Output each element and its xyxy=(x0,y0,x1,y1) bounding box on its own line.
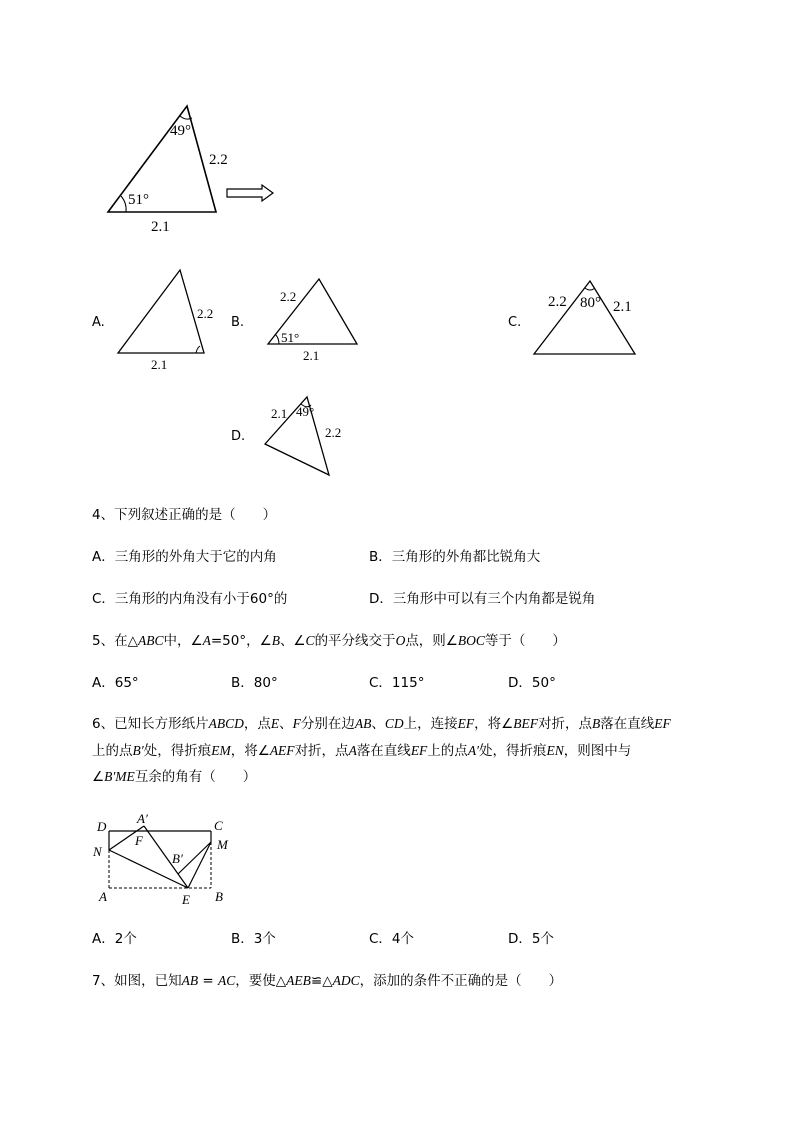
math-variable: E xyxy=(270,716,280,731)
option-a-triangle xyxy=(92,270,213,372)
math-variable: BEF xyxy=(513,716,538,731)
q4-option-c: C．三角形的内角没有小于60°的 xyxy=(92,591,288,607)
q5-option-a: A．65° xyxy=(92,675,139,691)
point-e-label: E xyxy=(182,892,190,907)
q6-option-b: B．3个 xyxy=(231,931,276,947)
option-b-letter: B. xyxy=(231,315,245,330)
q5-stem: 5、在△ABC中，∠A=50°，∠B、∠C的平分线交于O点，则∠BOC等于（ ） xyxy=(92,633,566,649)
math-variable: F xyxy=(292,716,301,731)
option-c-side-left: 2.2 xyxy=(548,294,567,310)
math-variable: EF xyxy=(410,743,428,758)
option-b-triangle xyxy=(231,279,357,363)
text-run: ，点 xyxy=(243,716,271,732)
q6-option-a: A．2个 xyxy=(92,931,137,947)
math-variable: A xyxy=(348,743,357,758)
option-c-angle: 80° xyxy=(580,295,601,311)
text-run: 处，得折痕 xyxy=(479,743,547,759)
math-variable: B′ xyxy=(132,743,144,758)
point-b-prime-label: B′ xyxy=(172,851,183,866)
q6-stem-line-1 xyxy=(92,714,671,734)
q7-stem: 7、如图，已知AB = AC，要使△AEB≌△ADC，添加的条件不正确的是（ ） xyxy=(92,973,563,989)
option-c-letter: C. xyxy=(508,315,522,330)
point-b-label: B xyxy=(215,889,223,904)
option-d-letter: D. xyxy=(231,429,246,444)
math-variable: B xyxy=(591,716,601,731)
text-run: ，则图中与 xyxy=(563,743,632,759)
main-triangle xyxy=(108,106,228,235)
text-run: 、 xyxy=(279,716,293,732)
text-run: ∠ xyxy=(92,769,105,785)
q4-option-b: B．三角形的外角都比锐角大 xyxy=(369,549,541,565)
option-d-angle: 49° xyxy=(296,404,315,419)
option-b-angle: 51° xyxy=(281,330,300,345)
q4-option-d: D．三角形中可以有三个内角都是锐角 xyxy=(369,591,596,607)
point-n-label: N xyxy=(93,844,102,859)
option-d-side-left: 2.1 xyxy=(271,406,288,421)
text-run: 落在直线 xyxy=(600,716,655,732)
q6-stem-line-2 xyxy=(92,741,631,761)
text-run: 上的点 xyxy=(427,743,468,759)
math-variable: AB xyxy=(354,716,372,731)
option-c-triangle xyxy=(508,281,635,354)
main-side-bottom: 2.1 xyxy=(151,219,170,235)
text-run: 分别在边 xyxy=(300,716,355,732)
text-run: 6、已知长方形纸片 xyxy=(92,716,209,732)
question-6-figure xyxy=(92,811,229,907)
main-angle-top: 49° xyxy=(170,123,191,139)
text-run: 上，连接 xyxy=(403,716,458,732)
q4-stem: 4、下列叙述正确的是（ ） xyxy=(92,507,277,523)
math-variable: AEF xyxy=(269,743,295,758)
main-angle-left: 51° xyxy=(128,192,149,208)
option-a-letter: A. xyxy=(92,315,105,330)
q6-option-c: C．4个 xyxy=(369,931,415,947)
q5-option-d: D．50° xyxy=(508,675,556,691)
option-a-side-bottom: 2.1 xyxy=(151,357,168,372)
math-variable: ABCD xyxy=(208,716,244,731)
point-m-label: M xyxy=(217,837,228,852)
math-variable: CD xyxy=(384,716,404,731)
q4-option-a: A．三角形的外角大于它的内角 xyxy=(92,549,277,565)
q6-option-d: D．5个 xyxy=(508,931,554,947)
math-variable: EN xyxy=(546,743,564,758)
q5-option-b: B．80° xyxy=(231,675,278,691)
math-variable: EF xyxy=(654,716,671,731)
math-variable: A′ xyxy=(467,743,480,758)
text-run: 上的点 xyxy=(92,743,133,759)
option-d-triangle xyxy=(231,397,341,475)
point-a-label: A xyxy=(99,889,107,904)
text-run: ，将∠ xyxy=(474,716,514,732)
text-run: 对折，点 xyxy=(294,743,349,759)
point-f-label: F xyxy=(135,833,143,848)
q5-option-c: C．115° xyxy=(369,675,425,691)
point-d-label: D xyxy=(97,819,107,834)
text-run: ，将∠ xyxy=(230,743,270,759)
math-variable: B′ME xyxy=(104,769,135,784)
option-b-side-bottom: 2.1 xyxy=(303,348,320,363)
option-c-side-right: 2.1 xyxy=(613,299,632,315)
text-run: 互余的角有（ ） xyxy=(134,769,257,785)
option-d-side-right: 2.2 xyxy=(325,425,342,440)
main-side-right: 2.2 xyxy=(209,152,228,168)
math-variable: EM xyxy=(211,743,231,758)
transform-arrow-icon xyxy=(227,185,273,201)
option-b-side-left: 2.2 xyxy=(280,289,297,304)
point-c-label: C xyxy=(214,818,223,833)
text-run: 落在直线 xyxy=(356,743,411,759)
q6-stem-line-3 xyxy=(92,767,256,787)
text-run: 处，得折痕 xyxy=(143,743,212,759)
point-a-prime-label: A′ xyxy=(137,811,148,826)
text-run: 对折，点 xyxy=(537,716,592,732)
text-run: 、 xyxy=(371,716,385,732)
math-variable: EF xyxy=(457,716,475,731)
option-a-side-right: 2.2 xyxy=(197,306,214,321)
